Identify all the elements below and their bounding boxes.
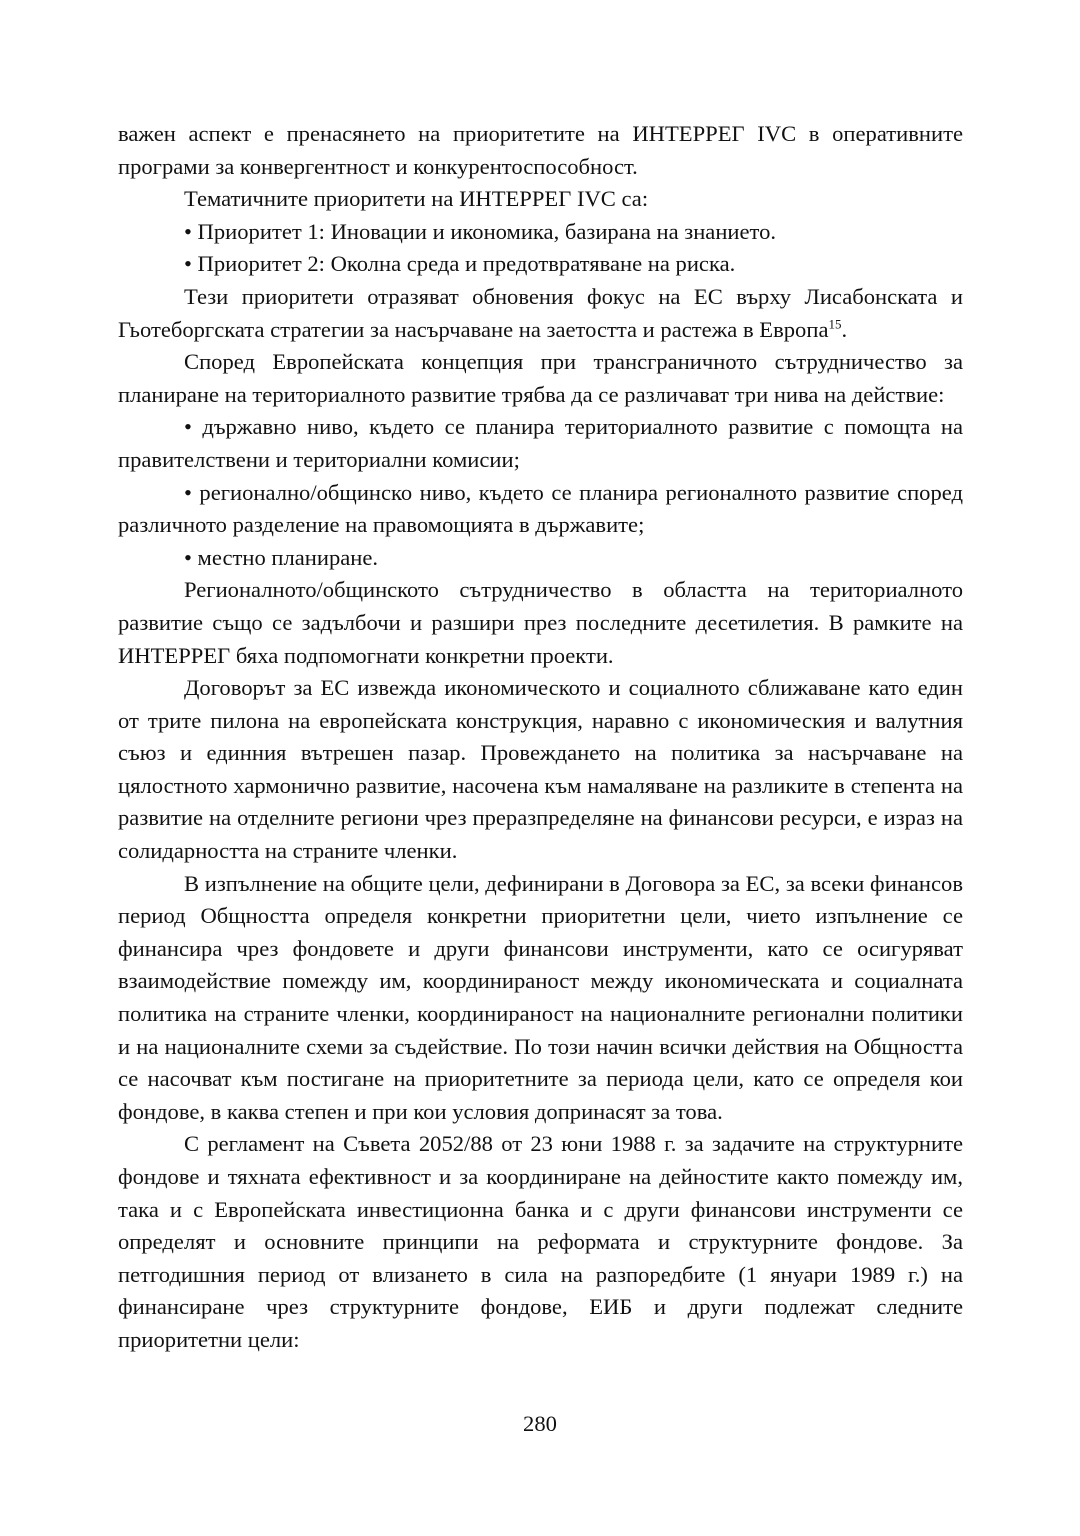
footnote-reference[interactable]: 15 [828, 316, 842, 332]
bullet-priority-1: • Приоритет 1: Иновации и икономика, базирана на знанието. [184, 218, 777, 244]
bullet-regional-level: • регионално/общинско ниво, където се планира регионалното развитие според различното разделение на правомощията в държавите; [118, 479, 963, 538]
bullet-state-level: • държавно ниво, където се планира териториалното развитие с помощта на правителствени и териториални комисии; [118, 414, 963, 472]
bullet-local-planning: • местно планиране. [184, 544, 379, 570]
paragraph-continuation: важен аспект е пренасянето на приоритетите на ИНТЕРРЕГ IVC в оперативните програми за конвергентност и конкурентоспособност. [118, 121, 963, 179]
page-number: 280 [523, 1411, 557, 1436]
paragraph-eu-treaty: Договорът за ЕС извежда икономическото и социалното сближаване като един от трите пилона на европейската конструкция, наравно с икономическия и валутния съюз и единния вътрешен пазар. Провеждането на политика за насърчаване на цялостното хармонично развитие, насочена към намаляване на разликите в степента на развитие на отделните региони чрез преразпределяне на финансови ресурси, е израз на солидарността на страните членки. [118, 675, 963, 864]
paragraph-general-objectives: В изпълнение на общите цели, дефинирани в Договора за ЕС, за всеки финансов период Общността определя конкретни приоритетни цели, чието изпълнение се финансира чрез фондовете и други финансови инструменти, като се осигуряват взаимодействие помежду им, координираност между икономическата и социалната политика на страните членки, координираност на националните регионални политики и на националните схеми за съдействие. По този начин всички действия на Общността се насочват към постигане на приоритетните за периода цели, като се определя кои фондове, в каква степен и при кои условия допринасят за това. [118, 870, 963, 1124]
document-body [118, 118, 963, 1357]
bullet-priority-2: • Приоритет 2: Околна среда и предотвратяване на риска. [184, 251, 736, 277]
paragraph-regional-cooperation: Регионалното/общинското сътрудничество в областта на териториалното развитие също се задълбочи и разшири през последните десетилетия. В рамките на ИНТЕРРЕГ бяха подпомогнати конкретни проекти. [118, 577, 963, 668]
paragraph-end-period: . [841, 316, 848, 342]
paragraph-european-concept: Според Европейската концепция при трансграничното сътрудничество за планиране на териториалното развитие трябва да се различават три нива на действие: [118, 349, 963, 407]
paragraph-priorities-focus [118, 281, 963, 346]
paragraph-council-regulation: С регламент на Съвета 2052/88 от 23 юни 1988 г. за задачите на структурните фондове и тяхната ефективност и за координиране на дейностите както помежду им, така и с Европейската инвестиционна банка и с други финансови инструменти се определят и основните принципи на реформата и структурните фондове. За петгодишния период от влизането в сила на разпоредбите (1 януари 1989 г.) на финансиране чрез структурните фондове, ЕИБ и други подлежат следните приоритетни цели: [118, 1131, 963, 1352]
paragraph-priorities-intro: Тематичните приоритети на ИНТЕРРЕГ IVC са: [184, 186, 649, 212]
paragraph-priorities-focus-text: Тези приоритети отразяват обновения фокус на ЕС върху Лисабонската и Гьотеборгската стратегии за насърчаване на заетостта и растежа в Европа [118, 283, 963, 342]
